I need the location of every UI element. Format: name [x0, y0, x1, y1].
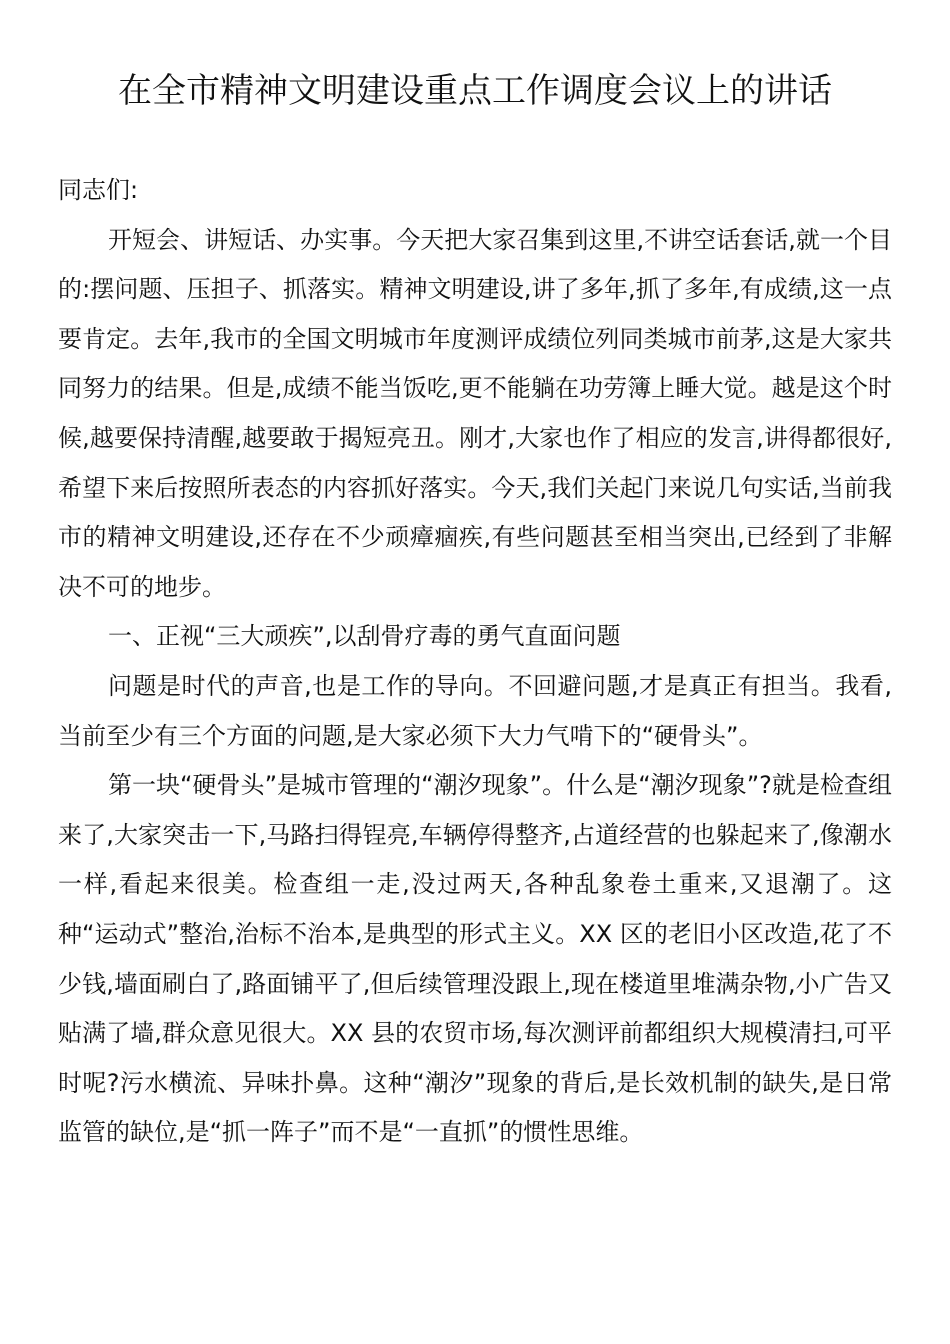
page-title: 在全市精神文明建设重点工作调度会议上的讲话	[118, 71, 832, 111]
paragraph-problems: 问题是时代的声音,也是工作的导向。不回避问题,才是真正有担当。我看,当前至少有三个方面的问题,是大家必须下大力气啃下的“硬骨头”。	[58, 671, 892, 750]
document-body	[58, 166, 892, 1158]
paragraph-tidal-phenomenon: 第一块“硬骨头”是城市管理的“潮汐现象”。什么是“潮汐现象”?就是检查组来了,大家突击一下,马路扫得锃亮,车辆停得整齐,占道经营的也躲起来了,像潮水一样,看起来很美。检查组一走,没过两天,各种乱象卷土重来,又退潮了。这种“运动式”整治,治标不治本,是典型的形式主义。XX 区的老旧小区改造,花了不少钱,墙面刷白了,路面铺平了,但后续管理没跟上,现在楼道里堆满杂物,小广告又贴满了墙,群众意见很大。XX 县的农贸市场,每次测评前都组织大规模清扫,可平时呢?污水横流、异味扑鼻。这种“潮汐”现象的背后,是长效机制的缺失,是日常监管的缺位,是“抓一阵子”而不是“一直抓”的惯性思维。	[58, 771, 892, 1147]
section-heading: 一、正视“三大顽疾”,以刮骨疗毒的勇气直面问题	[108, 622, 621, 651]
paragraph-intro: 开短会、讲短话、办实事。今天把大家召集到这里,不讲空话套话,就一个目的:摆问题、压担子、抓落实。精神文明建设,讲了多年,抓了多年,有成绩,这一点要肯定。去年,我市的全国文明城市年度测评成绩位列同类城市前茅,这是大家共同努力的结果。但是,成绩不能当饭吃,更不能躺在功劳簿上睡大觉。越是这个时候,越要保持清醒,越要敢于揭短亮丑。刚才,大家也作了相应的发言,讲得都很好,希望下来后按照所表态的内容抓好落实。今天,我们关起门来说几句实话,当前我市的精神文明建设,还存在不少顽瘴痼疾,有些问题甚至相当突出,已经到了非解决不可的地步。	[58, 225, 892, 601]
salutation: 同志们:	[58, 176, 139, 204]
